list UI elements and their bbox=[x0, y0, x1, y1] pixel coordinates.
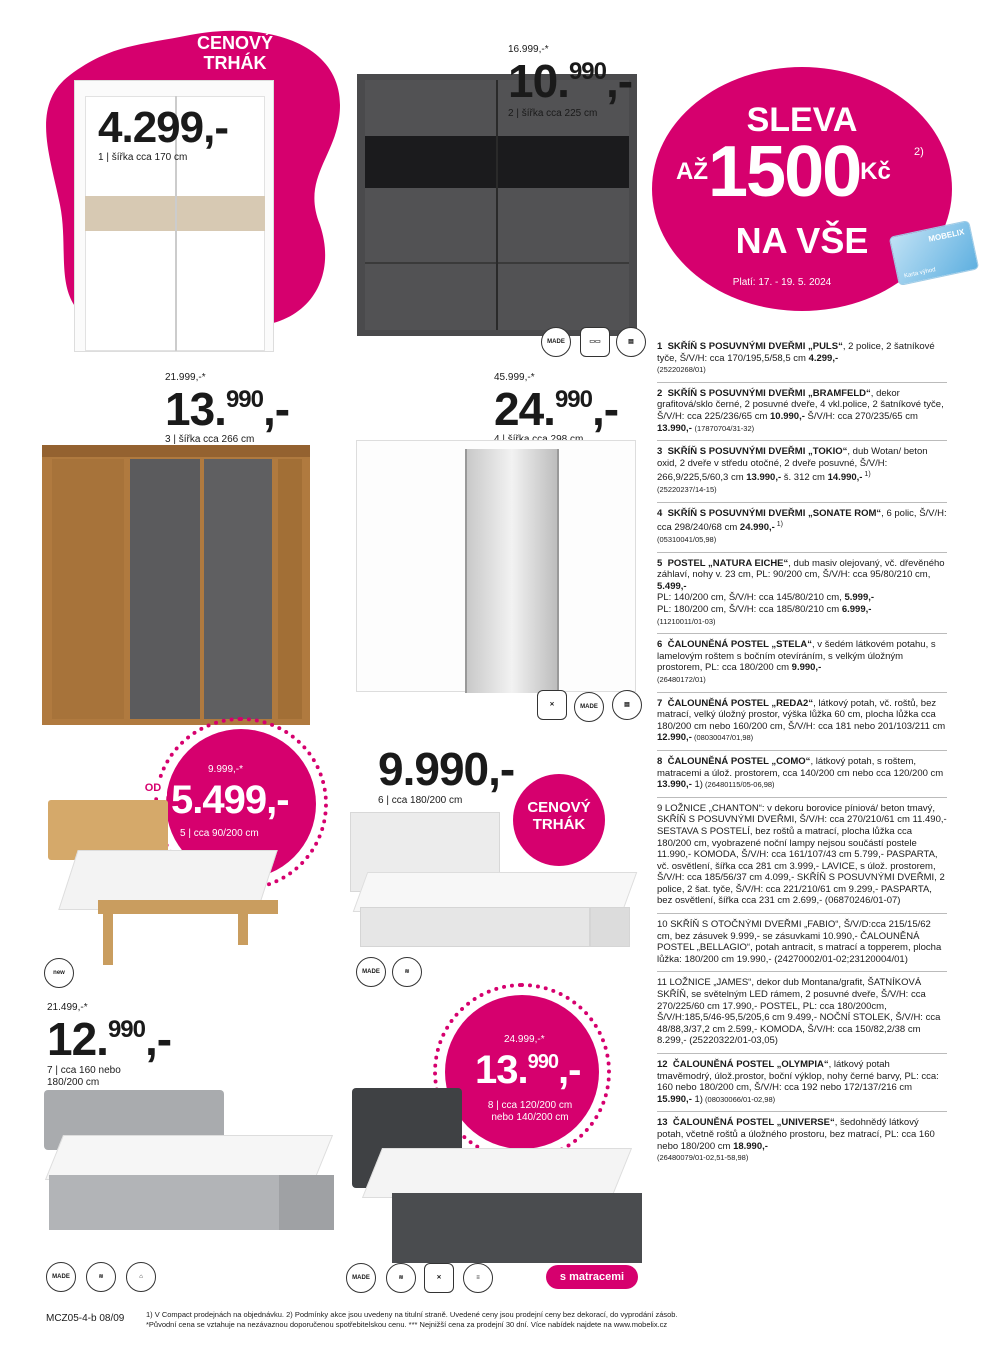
price-deal-2: 10.$^{990}$,- bbox=[508, 55, 633, 107]
made-in-germany-seal-4: MADE bbox=[346, 1263, 376, 1293]
sub-deal-1: 1 | šířka cca 170 cm bbox=[98, 152, 188, 163]
footer-notes: 1) V Compact prodejnách na objednávku. 2) Podmínky akce jsou uvedeny na titulní straně. Uvedené ceny jsou prodejní ceny bez dekorací, do vyprodání zásob. *Původní cena se vztahuje na nezávaznou doporučenou spotřebitelskou cenu. *** Nejnižší cena za prodejní 30 dní. Více nabídek najdete na www.mobelix.cz bbox=[146, 1310, 678, 1329]
list-item: 2 SKŘÍŇ S POSUVNÝMI DVEŘMI „BRAMFELD“, dekor grafitová/sklo černé, 2 posuvné dveře, 4 vkl.police, 2 šatníkové tyče, Š/V/H: cca 225/236/65 cm 10.990,- Š/V/H: cca 270/235/65 cm 13.990,- (17870704/31-32) bbox=[657, 383, 947, 441]
old-price-deal-3: 21.999,-* bbox=[165, 372, 206, 383]
tag-s-matracemi: s matracemi bbox=[546, 1265, 638, 1289]
sub-deal-2: 2 | šířka cca 225 cm bbox=[508, 108, 598, 119]
list-item: 13 ČALOUNĚNÁ POSTEL „UNIVERSE“, šedohnědý látkový potah, včetně roštů a úložného prostoru, bez matrací, PL: cca 160 nebo 180/200 cm 18.990,- (26480079/01-02,51-58,98) bbox=[657, 1117, 935, 1163]
made-in-germany-seal: MADE bbox=[541, 327, 571, 357]
sub-deal-5: 5 | cca 90/200 cm bbox=[180, 828, 259, 839]
old-price-deal-4: 45.999,-* bbox=[494, 372, 535, 383]
new-collection-seal: new bbox=[44, 958, 74, 988]
mobelix-card: MOBELIX Karta výhod bbox=[889, 220, 980, 286]
bed-reda2-image bbox=[44, 1090, 336, 1240]
badge-cenovy-trhak-1: CENOVÝ TRHÁK bbox=[196, 33, 274, 73]
shelves-icon: ▭▭ bbox=[580, 327, 610, 357]
bed-como-image bbox=[352, 1088, 644, 1274]
sub-deal-8: 8 | cca 120/200 cm nebo 140/200 cm bbox=[487, 1100, 573, 1123]
price-deal-7: 12.$^{990}$,- bbox=[47, 1013, 172, 1065]
promo-note: 2) bbox=[914, 146, 924, 158]
assembly-icon: ✕ bbox=[537, 690, 567, 720]
list-item: 10 SKŘÍŇ S OTOČNÝMI DVEŘMI „FABIO“, Š/V/D:cca 215/15/62 cm, bez zásuvek 9.999,- se zásuvkami 10.990,- ČALOUNĚNÁ POSTEL „BELLAGIO“, potah antracit, s matrací a topperem, plocha lůžka: 180/200 cm 19.990,- (24270002/01-02;23120004/01) bbox=[657, 914, 947, 972]
list-item: 3 SKŘÍŇ S POSUVNÝMI DVEŘMI „TOKIO“, dub Wotan/ beton oxid, 2 dveře v středu otočné, 2 dveře posuvné, Š/V/H: 266,9/225,5/60,3 cm 13.990,- š. 312 cm 14.990,- $^{1)}$ (25220237/14-15) bbox=[657, 441, 947, 503]
list-item: 7 ČALOUNĚNÁ POSTEL „REDA2“, látkový potah, vč. roštů, bez matrací, velký úložný prostor, výška lůžka 60 cm, plocha lůžka cca 180/200 cm nebo 160/200 cm, Š/V/H: cca 181 nebo 201/103/211 cm 12.990,- (08030047/01,98) bbox=[657, 693, 947, 751]
slatted-frame-icon: ≡ bbox=[463, 1263, 493, 1293]
list-item: 6 ČALOUNĚNÁ POSTEL „STELA“, v šedém látkovém potahu, s lamelovým roštem s bočním otevíráním, s velkým úložným prostorem, PL: cca 180/200 cm 9.990,- (26480172/01) bbox=[657, 634, 947, 692]
sub-deal-6: 6 | cca 180/200 cm bbox=[378, 795, 463, 806]
footer-code: MCZ05-4-b 08/09 bbox=[46, 1313, 125, 1324]
wardrobe-sonate-image bbox=[356, 440, 636, 692]
old-price-deal-5: 9.999,-* bbox=[208, 764, 244, 775]
promo-amount: AŽ1500Kč bbox=[676, 132, 891, 212]
old-price-deal-7: 21.499,-* bbox=[47, 1002, 88, 1013]
old-price-deal-8: 24.999,-* bbox=[504, 1034, 545, 1045]
price-deal-8: 13.$^{990}$,- bbox=[475, 1048, 581, 1092]
mattress-icon: ≋ bbox=[392, 957, 422, 987]
sub-deal-7: 7 | cca 160 nebo 180/200 cm bbox=[47, 1065, 121, 1088]
list-item: 9 LOŽNICE „CHANTON“: v dekoru borovice píniová/ beton tmavý, SKŘÍŇ S POSUVNÝMI DVEŘMI, Š/V/H: cca 270/210/61 cm 11.490,- SESTAVA S POSTELÍ, bez roštů a matrací, plocha lůžka cca 180/200 cm, vyobrazené noční lampy nejsou součástí postele 11.990,- KOMODA, Š/V/H: cca 161/107/43 cm 5.799,- PASPARTA, vč. osvětlení, šířka cca 281 cm 3.999,- LAVICE, s úlož. prostorem, Š/V/H: cca 185/56/37 cm 4.099,- SKŘÍŇ S POSUVNÝMI DVEŘMI, 2 police, 2 šat. tyče, Š/V/H: cca 221/210/61 cm 9.299,- PASPARTA, bez osvětlení, šířka cca 231 cm 2.699,- (06870246/01-07) bbox=[657, 798, 947, 914]
list-item: 4 SKŘÍŇ S POSUVNÝMI DVEŘMI „SONATE ROM“, 6 polic, Š/V/H: cca 298/240/68 cm 24.990,- $^{1)}$ (05310041/05,98) bbox=[657, 503, 947, 553]
list-item: 8 ČALOUNĚNÁ POSTEL „COMO“, látkový potah, s roštem, matracemi a úlož. prostorem, cca 140/200 cm nebo cca 120/200 cm 13.990,- 1) (26480115/05-06,98) bbox=[657, 751, 947, 798]
sub-deal-3: 3 | šířka cca 266 cm bbox=[165, 434, 255, 445]
mattress-icon-2: ≋ bbox=[86, 1262, 116, 1292]
wardrobe-tokio-image bbox=[42, 445, 310, 725]
price-deal-5: 5.499,- bbox=[171, 778, 289, 822]
swatch-icon-2: ▤ bbox=[612, 690, 642, 720]
price-deal-6: 9.990,- bbox=[378, 743, 515, 795]
mattress-icon-3: ≋ bbox=[386, 1263, 416, 1293]
assembly-icon-2: ✕ bbox=[424, 1263, 454, 1293]
bed-natura-image bbox=[48, 800, 278, 968]
od-label-5: OD bbox=[139, 779, 167, 797]
swatch-icon: ▤ bbox=[616, 327, 646, 357]
made-in-germany-seal-2: MADE bbox=[574, 692, 604, 722]
made-in-slovakia-seal: MADE bbox=[46, 1262, 76, 1292]
price-deal-4: 24.$^{990}$,- bbox=[494, 383, 619, 435]
storage-icon: ⌂ bbox=[126, 1262, 156, 1292]
price-deal-3: 13.$^{990}$,- bbox=[165, 383, 290, 435]
bed-stela-image bbox=[350, 812, 642, 962]
promo-sleva: SLEVA bbox=[746, 101, 858, 139]
promo-na-vse: NA VŠE bbox=[735, 220, 869, 261]
list-item: 12 ČALOUNĚNÁ POSTEL „OLYMPIA“, látkový potah tmavěmodrý, úlož.prostor, boční výklop, nohy černé barvy, PL: cca: 160 nebo 180/200 cm, Š/V/H: cca 192 nebo 172/137/216 cm 15.990,- 1) (08030066/01-02,98) bbox=[657, 1054, 947, 1112]
list-item: 1 SKŘÍŇ S POSUVNÝMI DVEŘMI „PULS“, 2 police, 2 šatníkové tyče, Š/V/H: cca 170/195,5/58,5 cm 4.299,- (25220268/01) bbox=[657, 336, 947, 383]
product-list bbox=[657, 336, 947, 1170]
list-item: 5 POSTEL „NATURA EICHE“, dub masiv olejovaný, vč. dřevěného záhlaví, nohy v. 23 cm, PL: 90/200 cm, Š/V/H: cca 95/80/210 cm, 5.499,- PL: 140/200 cm, Š/V/H: cca 145/80/210 cm, 5.999,- PL: 180/200 cm, Š/V/H: cca 185/80/210 cm 6.999,- (11210011/01-03) bbox=[657, 553, 947, 635]
old-price-deal-2: 16.999,-* bbox=[508, 44, 549, 55]
price-deal-1: 4.299,- bbox=[98, 103, 228, 152]
made-in-germany-seal-3: MADE bbox=[356, 957, 386, 987]
badge-cenovy-trhak-6: CENOVÝ TRHÁK bbox=[513, 774, 605, 866]
list-item: 11 LOŽNICE „JAMES“, dekor dub Montana/grafit, ŠATNÍKOVÁ SKŘÍŇ, se světelným LED rámem, 2 posuvné dveře, Š/V/H: cca 270/225/60 cm 17.990,- POSTEL, PL: cca 180/200cm, Š/V/H:185,5/46-95,5/205,6 cm 9.499,- NOČNÍ STOLEK, Š/V/H: cca 48/88,3/37,2 cm 2.599,- KOMODA, Š/V/H: cca 150/82,2/38 cm 8.299,- (25220322/01-03,05) bbox=[657, 972, 947, 1054]
promo-validity: Platí: 17. - 19. 5. 2024 bbox=[732, 277, 832, 288]
